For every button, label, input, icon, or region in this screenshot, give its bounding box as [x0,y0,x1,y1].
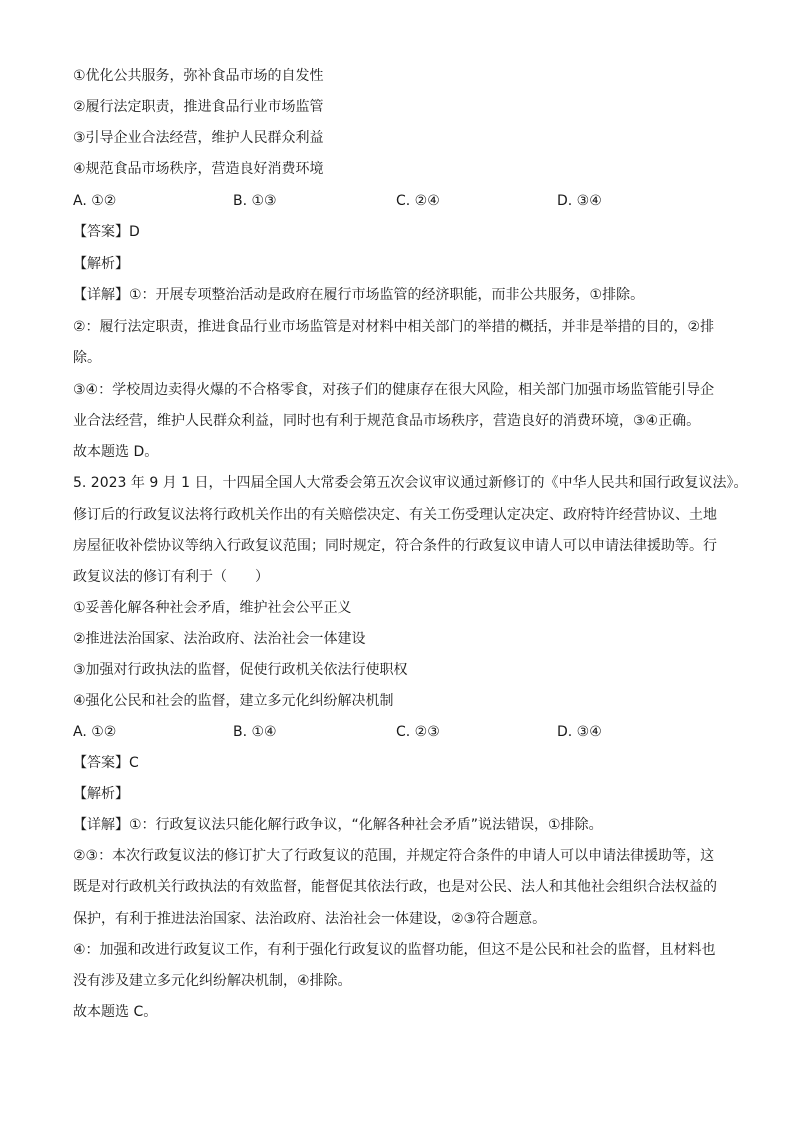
q4-analysis-label: 【解析】 [73,256,129,272]
q5-item-2: ②推进法治国家、法治政府、法治社会一体建设 [73,631,366,647]
q5-conclusion: 故本题选 C。 [73,1004,158,1020]
q5-item-3: ③加强对行政执法的监督，促使行政机关依法行使职权 [73,662,408,678]
q5-stem-line: 修订后的行政复议法将行政机关作出的有关赔偿决定、有关工伤受理认定决定、政府特许经营协议、土地 [73,507,717,523]
q5-stem-line: 5. 2023 年 9 月 1 日，十四届全国人大常委会第五次会议审议通过新修订的《中华人民共和国行政复议法》。 [73,475,748,491]
q5-answer: 【答案】C [73,755,139,771]
q4-item-1: ①优化公共服务，弥补食品市场的自发性 [73,68,324,84]
q4-item-2: ②履行法定职责，推进食品行业市场监管 [73,99,324,115]
q4-explanation-line: 【详解】①：开展专项整治活动是政府在履行市场监管的经济职能，而非公共服务，①排除。 [73,287,645,303]
q4-explanation-line: 除。 [73,350,101,366]
q5-explanation-line: 没有涉及建立多元化纠纷解决机制，④排除。 [73,973,352,989]
q4-item-3: ③引导企业合法经营，维护人民群众利益 [73,130,324,146]
q5-option-a: A. ①② [73,724,117,740]
q5-explanation-line: 既是对行政机关行政执法的有效监督，能督促其依法行政，也是对公民、法人和其他社会组织合法权益的 [73,879,717,895]
q5-stem-line: 政复议法的修订有利于（ ） [73,569,269,585]
q4-option-b: B. ①③ [233,193,277,209]
q5-explanation-line: 【详解】①：行政复议法只能化解行政争议，“化解各种社会矛盾”说法错误，①排除。 [73,817,603,833]
q4-answer: 【答案】D [73,224,140,240]
q5-explanation-line: 保护，有利于推进法治国家、法治政府、法治社会一体建设，②③符合题意。 [73,911,547,927]
q4-explanation-line: 业合法经营，维护人民群众利益，同时也有利于规范食品市场秩序，营造良好的消费环境，③④正确。 [73,413,701,429]
q5-analysis-label: 【解析】 [73,786,129,802]
q4-conclusion: 故本题选 D。 [73,444,159,460]
q5-item-1: ①妥善化解各种社会矛盾，维护社会公平正义 [73,600,352,616]
q5-stem-line: 房屋征收补偿协议等纳入行政复议范围；同时规定，符合条件的行政复议申请人可以申请法律援助等。行 [73,538,717,554]
q5-explanation-line: ②③：本次行政复议法的修订扩大了行政复议的范围，并规定符合条件的申请人可以申请法律援助等，这 [73,848,715,864]
q5-item-4: ④强化公民和社会的监督，建立多元化纠纷解决机制 [73,693,394,709]
q4-option-a: A. ①② [73,193,117,209]
q5-option-c: C. ②③ [396,724,440,740]
q4-explanation-line: ③④：学校周边卖得火爆的不合格零食，对孩子们的健康存在很大风险，相关部门加强市场监管能引导企 [73,382,715,398]
q5-option-d: D. ③④ [557,724,602,740]
q4-option-d: D. ③④ [557,193,602,209]
q4-explanation-line: ②：履行法定职责，推进食品行业市场监管是对材料中相关部门的举措的概括，并非是举措的目的，②排 [73,319,715,335]
q4-item-4: ④规范食品市场秩序，营造良好消费环境 [73,161,324,177]
q5-explanation-line: ④：加强和改进行政复议工作，有利于强化行政复议的监督功能，但这不是公民和社会的监督，且材料也 [73,942,716,958]
q5-option-b: B. ①④ [233,724,277,740]
q4-option-c: C. ②④ [396,193,440,209]
